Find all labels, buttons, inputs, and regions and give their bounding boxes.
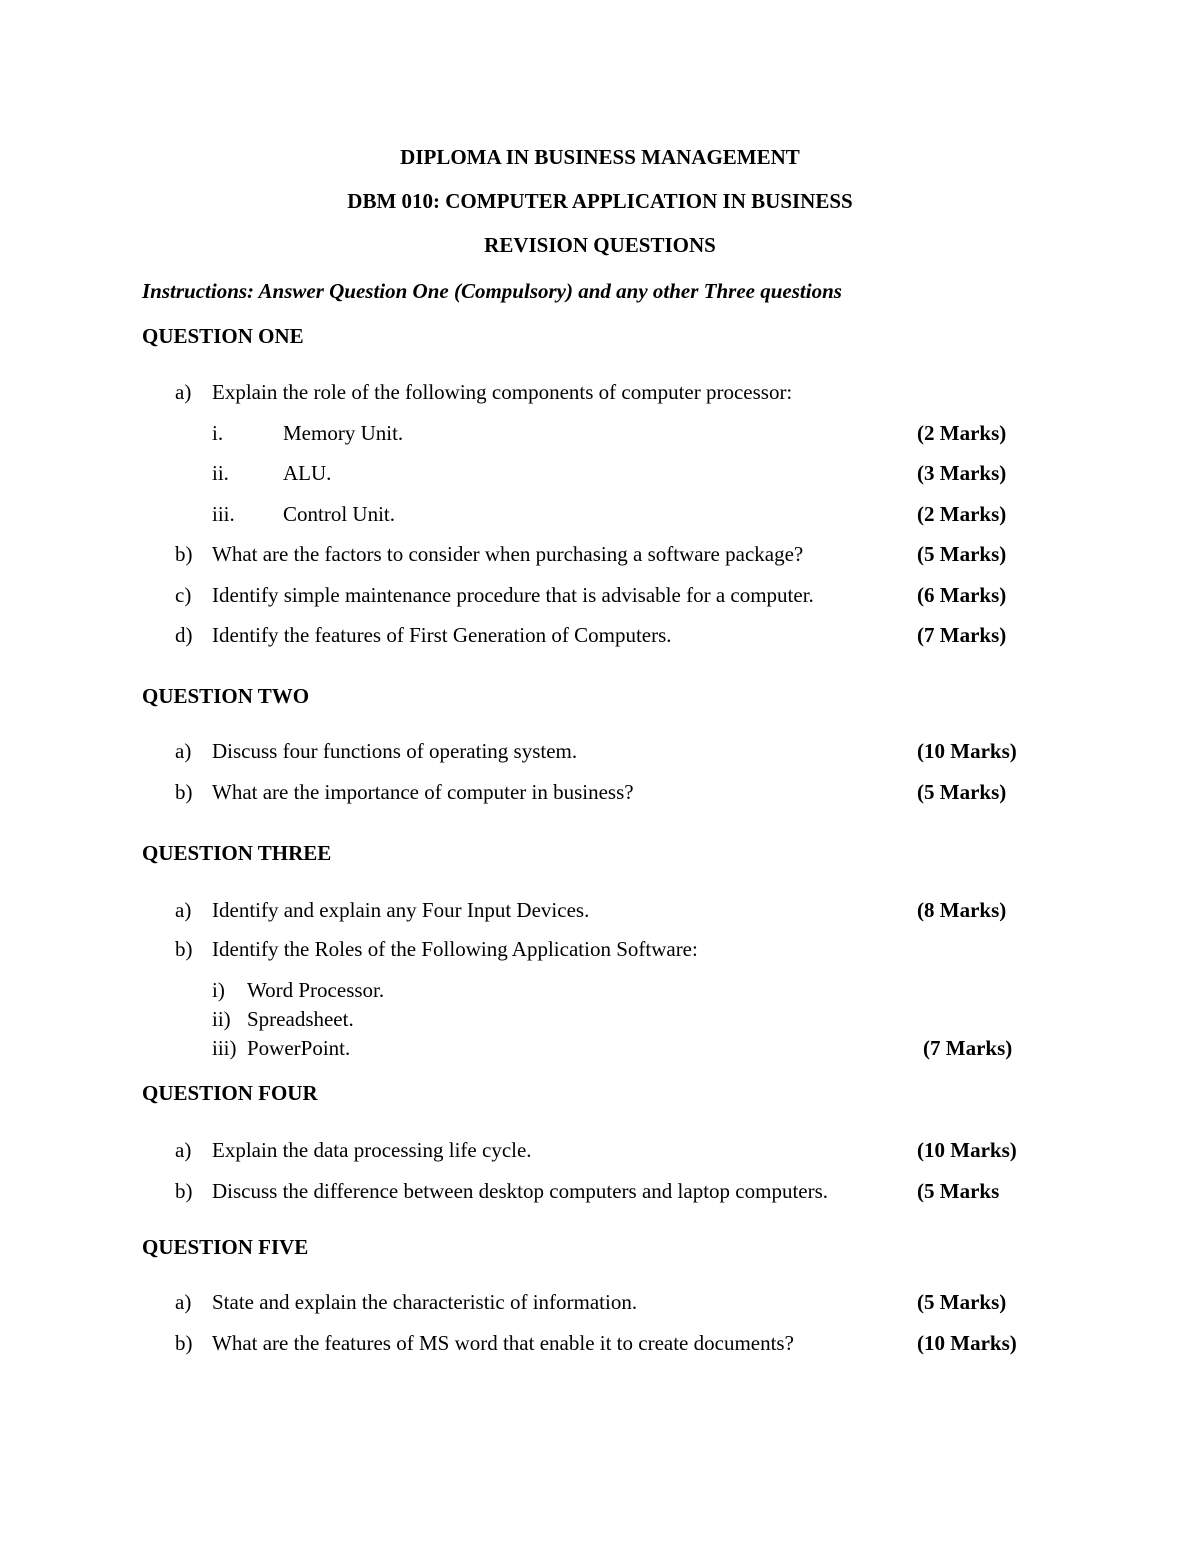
q4-a-text: Explain the data processing life cycle. xyxy=(212,1138,532,1162)
q2-a-label: a) xyxy=(175,739,192,763)
q1-d-marks: (7 Marks) xyxy=(917,623,1007,647)
q1-sub-iii-text: Control Unit. xyxy=(283,502,396,526)
instructions: Instructions: Answer Question One (Compulsory) and any other Three questions xyxy=(142,279,842,303)
q1-c-text: Identify simple maintenance procedure that is advisable for a computer. xyxy=(212,583,814,607)
q2-b-text: What are the importance of computer in business? xyxy=(212,780,634,804)
q1-sub-i-text: Memory Unit. xyxy=(283,421,404,445)
q5-a-marks: (5 Marks) xyxy=(917,1290,1007,1314)
question-two-heading: QUESTION TWO xyxy=(142,684,310,708)
q2-a-text: Discuss four functions of operating system. xyxy=(212,739,578,763)
q3-a-marks: (8 Marks) xyxy=(917,898,1007,922)
q5-b-marks: (10 Marks) xyxy=(917,1331,1017,1355)
q5-a-label: a) xyxy=(175,1290,192,1314)
q3-sub-iii-text: PowerPoint. xyxy=(247,1036,351,1060)
q1-sub-ii-marks: (3 Marks) xyxy=(917,461,1007,485)
q1-d-label: d) xyxy=(175,623,193,647)
q5-b-label: b) xyxy=(175,1331,193,1355)
document-title: REVISION QUESTIONS xyxy=(484,233,716,257)
q1-sub-i-marks: (2 Marks) xyxy=(917,421,1007,445)
q3-sub-ii-num: ii) xyxy=(212,1007,231,1031)
q3-sub-ii-text: Spreadsheet. xyxy=(247,1007,354,1031)
q1-a-text: Explain the role of the following components of computer processor: xyxy=(212,380,793,404)
question-four-heading: QUESTION FOUR xyxy=(142,1081,318,1105)
q1-sub-ii-num: ii. xyxy=(212,461,229,485)
q3-a-label: a) xyxy=(175,898,192,922)
q3-b-label: b) xyxy=(175,937,193,961)
q1-c-marks: (6 Marks) xyxy=(917,583,1007,607)
q4-b-text: Discuss the difference between desktop computers and laptop computers. xyxy=(212,1179,829,1203)
q3-b-text: Identify the Roles of the Following Application Software: xyxy=(212,937,698,961)
q5-b-text: What are the features of MS word that enable it to create documents? xyxy=(212,1331,794,1355)
q1-b-marks: (5 Marks) xyxy=(917,542,1007,566)
q4-b-label: b) xyxy=(175,1179,193,1203)
q2-a-marks: (10 Marks) xyxy=(917,739,1017,763)
q1-sub-iii-num: iii. xyxy=(212,502,235,526)
q2-b-marks: (5 Marks) xyxy=(917,780,1007,804)
q1-b-text: What are the factors to consider when purchasing a software package? xyxy=(212,542,804,566)
q5-a-text: State and explain the characteristic of information. xyxy=(212,1290,638,1314)
q4-a-label: a) xyxy=(175,1138,192,1162)
q1-sub-ii-text: ALU. xyxy=(283,461,332,485)
q4-a-marks: (10 Marks) xyxy=(917,1138,1017,1162)
q1-d-text: Identify the features of First Generation of Computers. xyxy=(212,623,672,647)
q1-b-label: b) xyxy=(175,542,193,566)
q3-marks: (7 Marks) xyxy=(923,1036,1013,1060)
q3-sub-iii-num: iii) xyxy=(212,1036,237,1060)
q1-sub-i-num: i. xyxy=(212,421,224,445)
q1-a-label: a) xyxy=(175,380,192,404)
q3-a-text: Identify and explain any Four Input Devices. xyxy=(212,898,590,922)
question-three-heading: QUESTION THREE xyxy=(142,841,332,865)
question-one-heading: QUESTION ONE xyxy=(142,324,304,348)
q3-sub-i-num: i) xyxy=(212,978,225,1002)
q1-sub-iii-marks: (2 Marks) xyxy=(917,502,1007,526)
q3-sub-i-text: Word Processor. xyxy=(247,978,385,1002)
question-five-heading: QUESTION FIVE xyxy=(142,1235,309,1259)
q1-c-label: c) xyxy=(175,583,192,607)
program-title: DIPLOMA IN BUSINESS MANAGEMENT xyxy=(400,145,800,169)
q4-b-marks: (5 Marks xyxy=(917,1179,1000,1203)
q2-b-label: b) xyxy=(175,780,193,804)
course-title: DBM 010: COMPUTER APPLICATION IN BUSINESS xyxy=(347,189,853,213)
